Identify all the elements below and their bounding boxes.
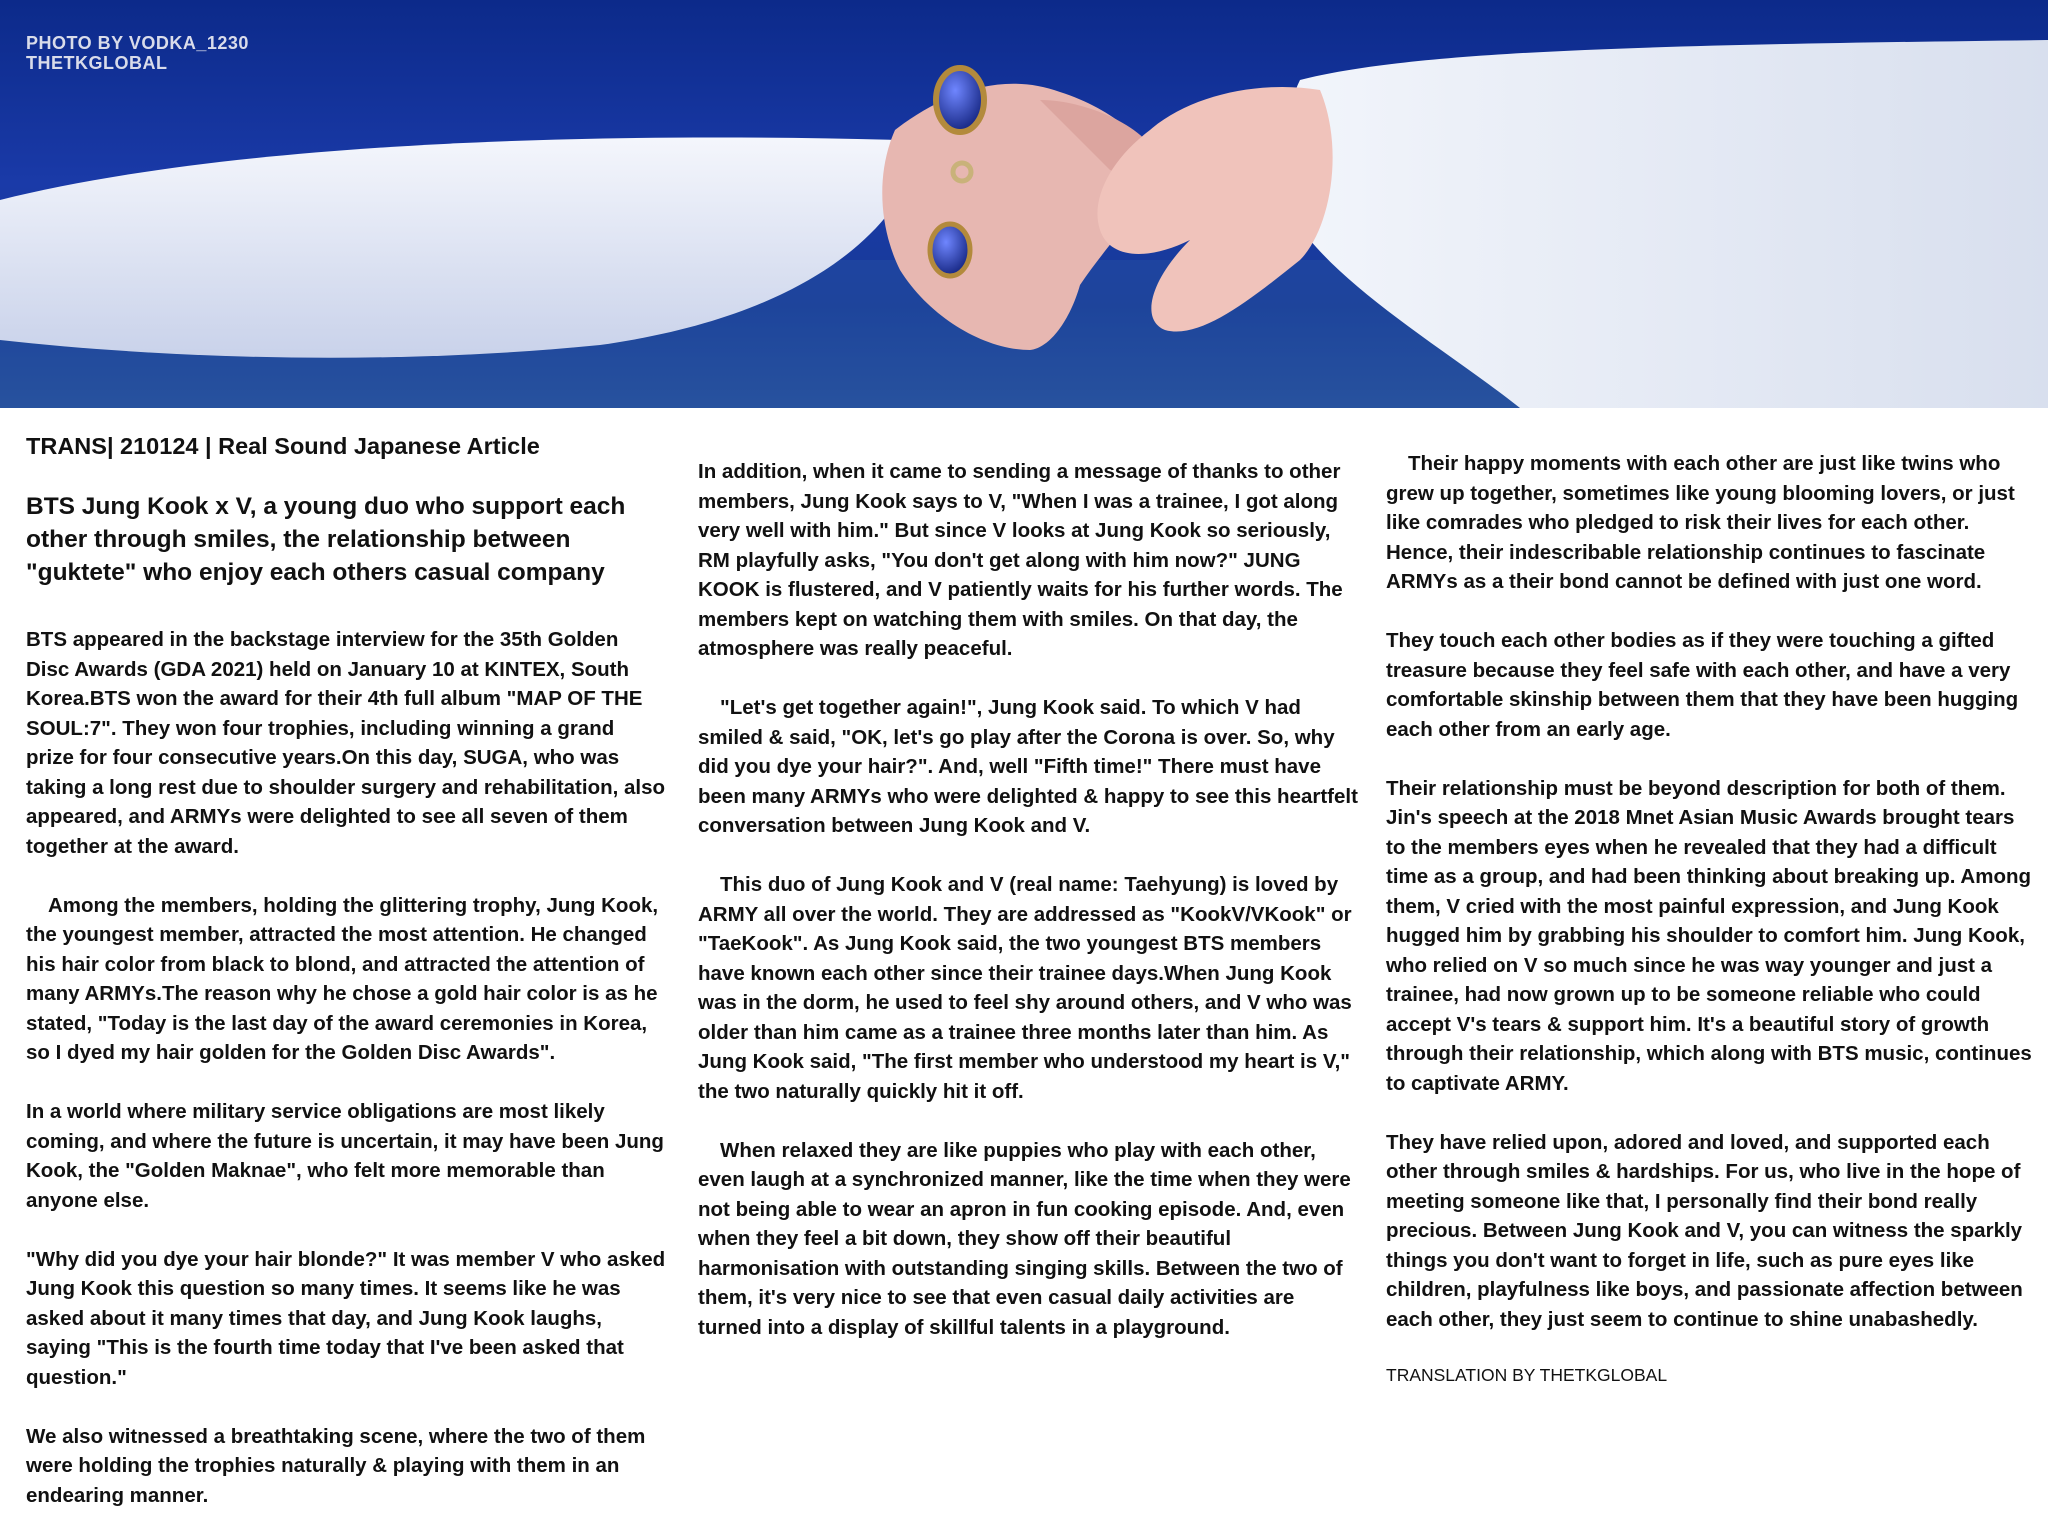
hands-illustration	[0, 0, 2048, 408]
translation-title: TRANS| 210124 | Real Sound Japanese Article	[26, 433, 540, 459]
paragraph: In addition, when it came to sending a message of thanks to other members, Jung Kook says to V, "When I was a trainee, I got along very well with him." But since V looks at Jung Kook so seriously, RM playfully asks, "You don't get along with him now?" JUNG KOOK is flustered, and V patiently waits for his further words. The members kept on watching them with smiles. On that day, the atmosphere was really peaceful.	[698, 460, 1343, 660]
paragraph: Their happy moments with each other are just like twins who grew up together, sometimes like young blooming lovers, or just like comrades who pledged to risk their lives for each other. Hence, their indescribable relationship continues to fascinate ARMYs as a their bond cannot be defined with just one word.	[1386, 452, 2015, 593]
paragraph: This duo of Jung Kook and V (real name: Taehyung) is loved by ARMY all over the world. They are addressed as "KookV/VKook" or "TaeKook". As Jung Kook said, the two youngest BTS members have known each other since their trainee days.When Jung Kook was in the dorm, he used to feel shy around others, and V who was older than him came as a trainee three months later than him. As Jung Kook said, "The first member who understood my heart is V," the two naturally quickly hit it off.	[698, 873, 1352, 1103]
paragraph: When relaxed they are like puppies who play with each other, even laugh at a synchronized manner, like the time when they were not being able to wear an apron in fun cooking episode. And, even when they feel a bit down, they show off their beautiful harmonisation with outstanding singing skills. Between the two of them, it's very nice to see that even casual daily activities are turned into a display of skillful talents in a playground.	[698, 1138, 1351, 1339]
paragraph: They have relied upon, adored and loved, and supported each other through smiles & hardships. For us, who live in the hope of meeting someone like that, I personally find their bond really precious. Between Jung Kook and V, you can witness the sparkly things you don't want to forget in life, such as pure eyes like children, playfulness like boys, and passionate affection between each other, they just seem to continue to shine unabashedly.	[1386, 1130, 2023, 1331]
paragraph: Their relationship must be beyond description for both of them. Jin's speech at the 2018 Mnet Asian Music Awards brought tears to the members eyes when he revealed that they had a difficult time as a group, and had been thinking about breaking up. Among them, V cried with the most painful expression, and Jung Kook hugged him by grabbing his shoulder to comfort him. Jung Kook, who relied on V so much since he was way younger and just a trainee, had now grown up to be someone reliable who could accept V's tears & support him. It's a beautiful story of growth through their relationship, which along with BTS music, continues to captivate ARMY.	[1386, 776, 2032, 1095]
header-photo	[0, 0, 2048, 408]
paragraph: We also witnessed a breathtaking scene, where the two of them were holding the trophies naturally & playing with them in an endearing manner.	[26, 1424, 646, 1507]
photo-credit-line: PHOTO BY VODKA_1230	[26, 33, 249, 53]
translation-credit: TRANSLATION BY THETKGLOBAL	[1386, 1364, 1668, 1385]
ring-large	[936, 68, 984, 132]
photo-credit	[26, 33, 249, 73]
paragraph: "Let's get together again!", Jung Kook said. To which V had smiled & said, "OK, let's go play after the Corona is over. So, why did you dye your hair?". And, well "Fifth time!" There must have been many ARMYs who were delighted & happy to see this heartfelt conversation between Jung Kook and V.	[698, 696, 1358, 837]
paragraph: In a world where military service obligations are most likely coming, and where the future is uncertain, it may have been Jung Kook, the "Golden Maknae", who felt more memorable than anyone else.	[26, 1100, 664, 1212]
column-left	[26, 431, 666, 1540]
column-middle	[698, 457, 1358, 1372]
column-right	[1386, 449, 2036, 1386]
photo-credit-source: THETKGLOBAL	[26, 53, 168, 73]
paragraph: Among the members, holding the glittering trophy, Jung Kook, the youngest member, attracted the most attention. He changed his hair color from black to blond, and attracted the attention of many ARMYs.The reason why he chose a gold hair color is as he stated, "Today is the last day of the award ceremonies in Korea, so I dyed my hair golden for the Golden Disc Awards".	[26, 893, 659, 1064]
ring-small	[930, 224, 970, 276]
paragraph: BTS appeared in the backstage interview for the 35th Golden Disc Awards (GDA 2021) held on January 10 at KINTEX, South Korea.BTS won the award for their 4th full album "MAP OF THE SOUL:7". They won four trophies, including winning a grand prize for four consecutive years.On this day, SUGA, who was taking a long rest due to shoulder surgery and rehabilitation, also appeared, and ARMYs were delighted to see all seven of them together at the award.	[26, 628, 666, 858]
article-headline: BTS Jung Kook x V, a young duo who support each other through smiles, the relationship between "guktete" who enjoy each others casual company	[26, 493, 626, 586]
paragraph: They touch each other bodies as if they were touching a gifted treasure because they feel safe with each other, and have a very comfortable skinship between them that they have been hugging each other from an early age.	[1386, 629, 2019, 741]
paragraph: "Why did you dye your hair blonde?" It was member V who asked Jung Kook this question so many times. It seems like he was asked about it many times that day, and Jung Kook laughs, saying "This is the fourth time today that I've been asked that question."	[26, 1247, 666, 1389]
